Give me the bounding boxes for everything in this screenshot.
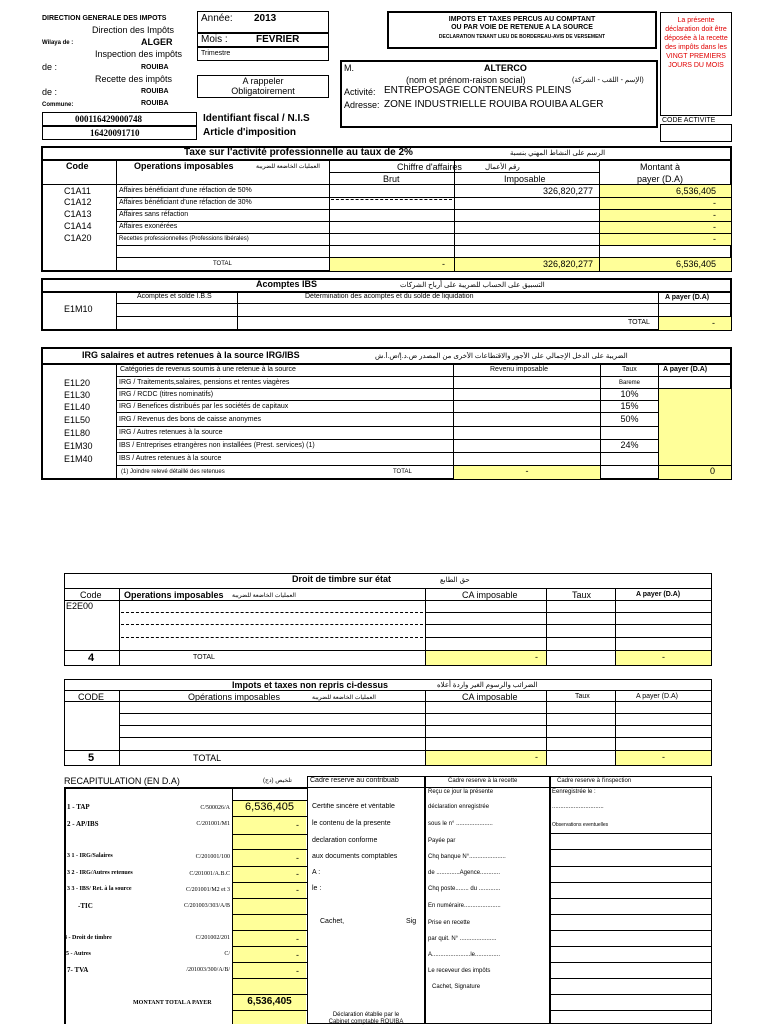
recap-label-6: -TIC (78, 902, 93, 910)
ibs-total[interactable]: - (712, 318, 715, 328)
recap-val-9[interactable]: - (296, 966, 299, 976)
recette-box-header: Cadre reserve à la recette (448, 778, 518, 784)
recap-ref-9: /201003/300/A/B/ (186, 967, 230, 973)
timbre-col-pay: A payer (D.A) (636, 591, 681, 598)
inspection-box (550, 776, 712, 1024)
irg-label-5: IRG / Autres retenues à la source (119, 429, 223, 436)
tap-code-1: C1A11 (64, 186, 91, 196)
irg-code-3: E1L40 (64, 402, 91, 412)
recap-ref-7: C/201002/201 (195, 935, 230, 941)
tap-title-ar: الرسم على النشاط المهني بنسبة (510, 150, 606, 157)
timbre-code: E2E00 (66, 601, 94, 611)
annee-label: Année: (201, 13, 233, 24)
recette-box-line-6: de ..............Agence............ (428, 870, 501, 876)
recap-ref-2: C/201001/M1 (196, 821, 230, 827)
m-label: M. (344, 63, 354, 73)
irg-taux-6: 24% (620, 440, 639, 450)
commune-label: Commune: (42, 102, 74, 108)
recap-label-4: 3 2 - IRG/Autres retenues (67, 870, 133, 876)
contribuable-line-2: le contenu de la presente (312, 820, 391, 827)
recap-ref-1: C/500026/A (200, 805, 230, 811)
tap-code-2: C1A12 (64, 197, 92, 207)
form-title-2: OU PAR VOIE DE RETENUE A LA SOURCE (451, 24, 593, 31)
irg-col-pay: A payer (D.A) (663, 366, 708, 373)
recap-ref-8: C/ (224, 951, 230, 957)
nif-box[interactable] (42, 112, 197, 126)
form-title-box (387, 11, 657, 49)
adresse-label: Adresse: (344, 100, 380, 110)
ibs-total-label: TOTAL (628, 319, 650, 326)
recette-box-line-7: Chq poste........ du ............. (428, 886, 501, 892)
irg-code-5: E1L80 (64, 428, 91, 438)
timbre-num: 4 (88, 652, 95, 664)
rappeler-line1: A rappeler (242, 76, 284, 86)
tap-code-3: C1A13 (64, 209, 92, 219)
irg-code-2: E1L30 (64, 390, 91, 400)
inspection-label: Inspection des impôts (95, 49, 183, 59)
recette-box-line-11: A.......................le............... (428, 952, 501, 958)
recette-label: Recette des impôts (95, 74, 173, 84)
tap-col-ops: Operations imposables (134, 161, 234, 171)
contribuable-sig: Sig (406, 918, 417, 925)
recap-label-9: 7- TVA (67, 966, 89, 974)
recette-box-line-10: par quit. N° ...................... (428, 936, 497, 942)
article-label: Article d'imposition (203, 127, 296, 138)
autres-col-taux: Taux (575, 693, 590, 700)
autres-title-ar: الضرائب والرسوم الغير واردة أعلاه (437, 682, 538, 689)
de-label-1: de : (42, 62, 58, 72)
recap-label-8: 5 - Autres (66, 951, 91, 957)
tap-row-montant-2[interactable]: - (713, 198, 716, 208)
timbre-col-code: Code (80, 590, 102, 600)
contribuable-footer-1: Déclaration établie par le (332, 1012, 400, 1018)
tap-col-montant1: Montant à (640, 162, 681, 172)
annee-value[interactable]: 2013 (254, 13, 277, 24)
activite-label: Activité: (344, 87, 376, 97)
recap-val-3[interactable]: - (296, 853, 299, 863)
tap-row-montant-1[interactable]: 6,536,405 (675, 186, 716, 196)
article-box[interactable] (42, 126, 197, 140)
irg-taux-2: 10% (620, 389, 639, 399)
irg-label-7: IBS / Autres retenues à la source (119, 455, 222, 462)
activite-value[interactable]: ENTREPOSAGE CONTENEURS PLEINS (384, 85, 572, 96)
recap-ref-6: C/201003/303/A/B (183, 903, 230, 909)
tap-col-ca: Chiffre d'affaires (397, 162, 462, 172)
timbre-title: Droit de timbre sur état (292, 574, 392, 584)
adresse-value[interactable]: ZONE INDUSTRIELLE ROUIBA ROUIBA ALGER (384, 99, 604, 110)
recette-box-line-5: Chq banque N°...................... (428, 854, 506, 860)
timbre-col-ca: CA imposable (462, 590, 518, 600)
autres-col-ops: Opérations imposables (188, 692, 281, 702)
tap-row-imposable-1[interactable]: 326,820,277 (542, 186, 593, 196)
tap-col-ops-ar: العمليات الخاضعة للضريبة (256, 164, 320, 170)
inspection-box-line-1: Eenregistrée le : (552, 789, 596, 795)
mois-box (197, 33, 329, 47)
recap-title: RECAPITULATION (EN D.A) (64, 776, 180, 786)
recap-val-5[interactable]: - (296, 885, 299, 895)
timbre-col-taux: Taux (572, 590, 592, 600)
recette-box-line-9: Prise en recette (428, 920, 471, 926)
tap-row-montant-4[interactable]: - (713, 222, 716, 232)
tap-row-montant-3[interactable]: - (713, 210, 716, 220)
autres-total[interactable]: - (662, 752, 665, 762)
tap-total-brut: - (442, 259, 445, 269)
autres-col-code: CODE (78, 692, 105, 702)
recap-val-8[interactable]: - (296, 950, 299, 960)
irg-label-1: IRG / Traitements,salaires, pensions et rentes viagères (119, 379, 290, 386)
name-hint: (nom et prénom-raison social) (406, 75, 526, 85)
recette-box-line-4: Payée par (428, 838, 456, 844)
timbre-total-ca: - (535, 652, 538, 662)
mois-label: Mois : (201, 34, 228, 45)
recap-val-7[interactable]: - (296, 934, 299, 944)
rappeler-box (197, 75, 329, 98)
autres-col-ca: CA imposable (462, 692, 518, 702)
irg-label-3: IRG / Benefices distribués par les sociétés de capitaux (119, 403, 289, 410)
inspection-box-line-3: Observations eventuelles (552, 822, 609, 828)
tap-col-montant2: payer (D.A) (637, 174, 684, 184)
notice-box (660, 12, 732, 116)
trimestre-label: Trimestre (201, 50, 231, 57)
irg-code-1: E1L20 (64, 378, 91, 388)
taxpayer-box (340, 60, 658, 128)
timbre-col-ops: Operations imposables (124, 590, 224, 600)
taxpayer-name[interactable]: ALTERCO (484, 63, 527, 73)
ibs-title-ar: التسبيق على الحساب للضريبة على أرباح الشركات (400, 282, 545, 289)
recap-val-1[interactable]: 6,536,405 (245, 801, 294, 813)
name-hint-ar: (الإسم - اللقب - الشركة) (572, 77, 644, 84)
recap-total-label: MONTANT TOTAL A PAYER (133, 1000, 212, 1006)
tap-row-label-1: Affaires bénéficiant d'une réfaction de 50% (119, 187, 252, 194)
recette-value: ROUIBA (141, 88, 169, 95)
tap-col-brut: Brut (383, 174, 400, 184)
tap-total-imposable: 326,820,277 (542, 259, 593, 269)
recap-label-3: 3 1 - IRG/Salaires (67, 853, 113, 859)
irg-title-ar: الضريبة على الدخل الإجمالي على الأجور والاقتطاعات الأخرى من المصدر ض.د.إ/ض.أ.ش (375, 353, 628, 360)
inspection-box-line-2: ............................... (552, 804, 604, 810)
tap-row-label-3: Affaires sans réfaction (119, 211, 189, 218)
commune-value: ROUIBA (141, 100, 169, 107)
annee-box (197, 11, 329, 33)
contribuable-a: A : (312, 869, 321, 876)
recette-box-line-2: déclaration enregistrée (428, 804, 490, 810)
irg-note: (1) Joindre relevé détaillé des retenues (121, 469, 225, 475)
tap-row-label-5: Recettes professionnelles (Professions libérales) (119, 236, 249, 242)
irg-taux-3: 15% (620, 401, 639, 411)
irg-code-6: E1M30 (64, 441, 93, 451)
rappeler-line2: Obligatoirement (231, 86, 295, 96)
irg-total-rev: - (525, 466, 529, 476)
recette-box-line-8: En numéraire...................... (428, 903, 501, 909)
irg-taux-1: Bareme (618, 380, 640, 386)
inspection-box-header: Cadre reserve à l'inspection (557, 778, 632, 784)
recap-val-2[interactable]: - (296, 820, 299, 830)
tap-code-4: C1A14 (64, 221, 92, 231)
irg-label-6: IBS / Entreprises etrangères non installées (Prest. services) (1) (119, 442, 315, 449)
autres-title: Impots et taxes non repris ci-dessus (232, 680, 389, 690)
recap-label-5: 3 3 - IBS/ Ret. à la source (67, 886, 132, 892)
code-activite-label: CODE ACTIVITE (662, 117, 716, 124)
recap-total: 6,536,405 (247, 996, 292, 1007)
recap-val-4[interactable]: - (296, 869, 299, 879)
autres-total-ca: - (535, 752, 538, 762)
recap-label-2: 2 - AP/IBS (67, 820, 99, 828)
irg-col-rev: Revenu imposable (490, 366, 548, 373)
contribuable-line-1: Certifie sincère et véritable (312, 803, 395, 810)
contribuable-footer-2: Cabinet comptable ROUIBA (328, 1019, 404, 1025)
tap-title: Taxe sur l'activité professionnelle au taux de 2% (184, 147, 413, 158)
irg-title: IRG salaires et autres retenues à la source IRG/IBS (82, 350, 300, 360)
tap-row-label-2: Affaires bénéficiant d'une réfaction de 30% (119, 199, 252, 206)
irg-code-7: E1M40 (64, 454, 93, 464)
trimestre-box[interactable] (197, 47, 329, 61)
irg-col-taux: Taux (622, 366, 637, 373)
autres-col-ops-ar: العمليات الخاضعة للضريبة (312, 695, 376, 701)
tap-total-label: TOTAL (213, 261, 232, 267)
ibs-title: Acomptes IBS (256, 279, 318, 289)
irg-label-2: IRG / RCDC (titres nominatifs) (119, 391, 214, 398)
inspection-value: ROUIBA (141, 64, 169, 71)
direction-impots-label: Direction des Impôts (92, 25, 175, 35)
irg-label-4: IRG / Revenus des bons de caisse anonymes (119, 416, 262, 423)
ibs-col3: A payer (D.A) (665, 294, 710, 301)
contribuable-box (307, 776, 425, 1024)
code-activite-box[interactable] (660, 124, 732, 142)
mois-value[interactable]: FEVRIER (256, 34, 300, 45)
recap-title-ar: تلخيص (دج) (263, 778, 292, 784)
irg-total-label: TOTAL (393, 469, 412, 475)
irg-taux-4: 50% (620, 414, 639, 424)
tap-col-imposable: Imposable (504, 174, 546, 184)
recette-box-line-12: Le receveur des impôts (428, 968, 491, 974)
de-label-2: de : (42, 87, 58, 97)
recap-label-7: 4 - Droit de timbre (64, 935, 112, 941)
recette-box-line-3: sous le n° ...................... (428, 821, 493, 827)
recap-ref-4: C/201001/A.B.C (189, 871, 230, 877)
tap-total-montant: 6,536,405 (675, 259, 716, 269)
autres-total-label: TOTAL (193, 753, 222, 763)
contribuable-line-4: aux documents comptables (312, 853, 398, 860)
nif-label: Identifiant fiscal / N.I.S (203, 113, 310, 124)
contribuable-cachet: Cachet, (320, 918, 345, 925)
deposit-notice: La présente déclaration doit être déposée à la recette des impôts dans les VINGT PREMIERS JOURS DU MOIS (664, 17, 728, 69)
wilaya-value: ALGER (141, 37, 173, 47)
recap-ref-3: C/201001/100 (195, 854, 230, 860)
article-value: 16420091710 (90, 128, 140, 138)
recap-ref-5: C/201001/M2 et 3 (185, 887, 230, 893)
nif-value: 000116429000748 (75, 114, 143, 124)
contribuable-line-3: declaration conforme (312, 837, 378, 844)
tap-code-5: C1A20 (64, 233, 92, 243)
recette-box-line-1: Reçu ce jour la présente (428, 789, 494, 795)
form-title-3: DECLARATION TENANT LIEU DE BORDEREAU-AVIS DE VERSEMENT (438, 34, 606, 40)
tap-col-ca-ar: رقم الأعمال (485, 164, 520, 171)
timbre-total-label: TOTAL (193, 654, 215, 661)
ibs-col2: Détermination des acomptes et du solde de liquidation (305, 293, 474, 300)
wilaya-label: Wilaya de : (42, 40, 74, 46)
autres-num: 5 (88, 752, 95, 764)
irg-total[interactable]: 0 (709, 466, 715, 476)
tap-row-montant-5[interactable]: - (713, 234, 716, 244)
recette-box-line-13: Cachet, Signature (432, 984, 481, 990)
ibs-col1: Acomptes et solde I.B.S (137, 293, 212, 300)
irg-code-4: E1L50 (64, 415, 91, 425)
contribuable-le: le : (312, 885, 322, 892)
timbre-col-ops-ar: العمليات الخاضعة للضريبة (232, 593, 296, 599)
ibs-code: E1M10 (64, 304, 93, 314)
recap-label-1: 1 - TAP (67, 803, 90, 811)
timbre-title-ar: حق الطابع (440, 577, 470, 584)
timbre-total[interactable]: - (662, 652, 665, 662)
tap-row-label-4: Affaires exonérées (119, 223, 178, 230)
tap-col-code: Code (66, 161, 89, 171)
form-title-1: IMPOTS ET TAXES PERCUS AU COMPTANT (448, 16, 596, 23)
direction-label: DIRECTION GENERALE DES IMPOTS (42, 15, 167, 22)
contribuable-header: Cadre reserve au contribuab (310, 777, 399, 784)
autres-col-pay: A payer (D.A) (636, 693, 679, 700)
irg-col-cat: Catégories de revenus soumis à une retenue à la source (120, 366, 296, 373)
